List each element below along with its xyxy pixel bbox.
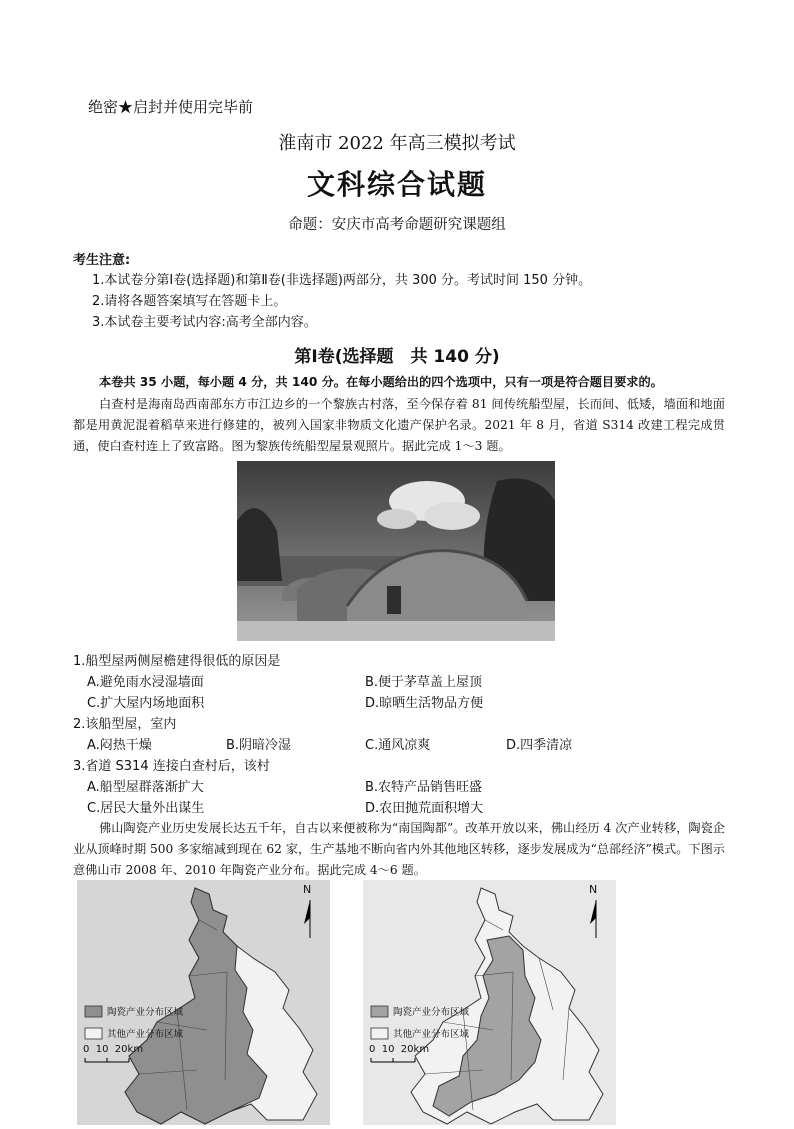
author-line: 命题：安庆市高考命题研究课题组 — [288, 217, 506, 233]
option[interactable]: C.通风凉爽 — [365, 738, 431, 753]
option[interactable]: C.扩大屋内场地面积 — [87, 696, 205, 711]
legend-ceramic: 陶瓷产业分布区域 — [107, 1007, 184, 1018]
option[interactable]: B.农特产品销售旺盛 — [365, 780, 483, 795]
notice-item: 2.请将各题答案填写在答题卡上。 — [92, 294, 287, 309]
map-2010 — [363, 880, 616, 1125]
passage-1: 白查村是海南岛西南部东方市江边乡的一个黎族古村落，至今保存着 81 间传统船型屋，长而间、低矮，墙面和地面都是用黄泥混着稻草来进行修建的，被列入国家非物质文化遗产保护名录。2021 年 8 月，省道 S314 改建工程完成贯通，使白查村连上了致富路。图为黎族传统船型屋景观照片。据此完成 1～3 题。 — [73, 397, 725, 453]
subject-title: 文科综合试题 — [306, 168, 487, 201]
scale-bar: 0 10 20km — [83, 1044, 144, 1055]
instruction-text: ，只有一项是符合题目要求的。 — [492, 375, 663, 389]
instruction-emphasis: 四个选项中 — [431, 375, 493, 389]
question-stem: 2.该船型屋，室内 — [73, 717, 177, 732]
map-2008 — [77, 880, 330, 1125]
legend-other: 其他产业分布区域 — [393, 1029, 470, 1040]
option[interactable]: D.农田抛荒面积增大 — [365, 801, 484, 816]
question-stem: 1.船型屋两侧屋檐建得很低的原因是 — [73, 654, 281, 669]
notice-item: 3.本试卷主要考试内容:高考全部内容。 — [92, 315, 317, 330]
option[interactable]: C.居民大量外出谋生 — [87, 801, 205, 816]
legend-other: 其他产业分布区域 — [107, 1029, 184, 1040]
boat-house-photo-illustration — [237, 461, 555, 641]
instruction-text: 本卷共 35 小题，每小题 4 分，共 140 分。在每小题给出的 — [99, 375, 432, 389]
option[interactable]: B.阴暗冷湿 — [226, 738, 292, 753]
map-2008-shape — [77, 880, 330, 1125]
legend-ceramic: 陶瓷产业分布区域 — [393, 1007, 470, 1018]
part1-instruction — [73, 372, 725, 393]
exam-title: 淮南市 2022 年高三模拟考试 — [278, 133, 516, 154]
question-stem: 3.省道 S314 连接白查村后，该村 — [73, 759, 270, 774]
option[interactable]: B.便于茅草盖上屋顶 — [365, 675, 483, 690]
scale-bar: 0 10 20km — [369, 1044, 430, 1055]
north-arrow-label: N — [303, 883, 312, 896]
option[interactable]: A.闷热干燥 — [87, 738, 152, 753]
north-arrow-label: N — [589, 883, 598, 896]
option[interactable]: D.晾晒生活物品方便 — [365, 696, 484, 711]
boat-house-photo — [237, 461, 555, 641]
notice-item: 1.本试卷分第Ⅰ卷(选择题)和第Ⅱ卷(非选择题)两部分，共 300 分。考试时间 150 分钟。 — [92, 273, 592, 288]
secret-mark: 绝密★启封并使用完毕前 — [88, 98, 254, 116]
option[interactable]: A.船型屋群落渐扩大 — [87, 780, 204, 795]
option[interactable]: D.四季清凉 — [506, 738, 573, 753]
map-2010-shape — [363, 880, 616, 1125]
passage-2: 佛山陶瓷产业历史发展长达五千年，自古以来便被称为“南国陶都”。改革开放以来，佛山经历 4 次产业转移，陶瓷企业从顶峰时期 500 多家缩减到现在 62 家，生产基地不断向省内外其他地区转移，逐步发展成为“总部经济”模式。下图示意佛山市 2008 年、2010 年陶瓷产业分布。据此完成 4～6 题。 — [73, 821, 725, 877]
part1-title: 第Ⅰ卷(选择题 共 140 分) — [294, 347, 500, 367]
option[interactable]: A.避免雨水浸湿墙面 — [87, 675, 204, 690]
notice-heading: 考生注意: — [73, 253, 131, 268]
